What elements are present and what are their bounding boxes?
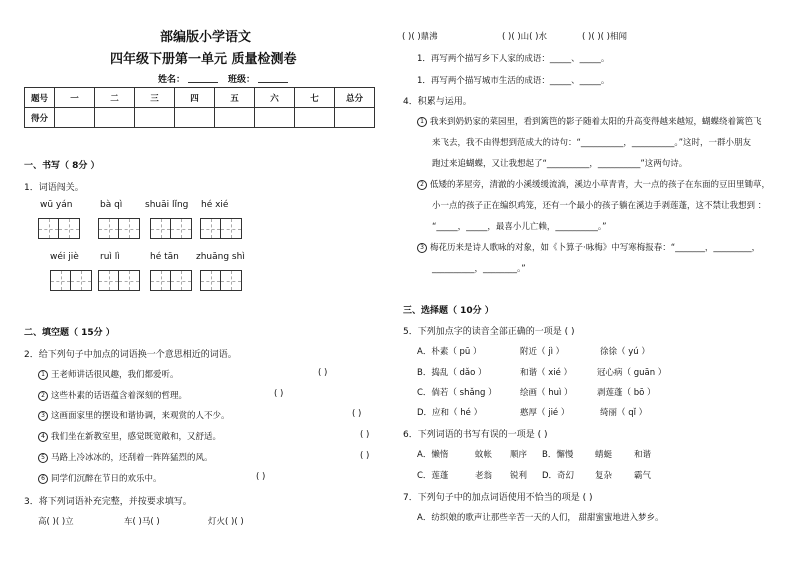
q2-item-text: 这些朴素的话语蕴含着深刻的哲理。 <box>51 391 188 401</box>
pinyin-label: wū yán <box>40 200 73 210</box>
r2-prompt: 1．再写两个描写城市生活的成语：_____、_____。 <box>417 76 610 86</box>
q6-option-word: 锐利 <box>510 471 528 481</box>
q5-option[interactable]: B．捣乱（ dǎo ） <box>417 368 487 378</box>
writing-grid[interactable] <box>150 270 192 291</box>
q2-item-text: 这画面家里的摆设和谐协调，来观赏的人不少。 <box>51 411 230 421</box>
score-cell[interactable] <box>95 108 135 128</box>
q2-item <box>38 430 221 442</box>
q2-prompt: 2．给下列句子中加点的词语换一个意思相近的词语。 <box>24 350 237 360</box>
q6-option-word: 蜻蜓 <box>595 450 613 460</box>
score-cell[interactable] <box>335 108 375 128</box>
section2-title: 二、填空题（ 15分 ） <box>24 328 115 338</box>
item-number: 3 <box>417 243 427 253</box>
writing-grid[interactable] <box>150 218 192 239</box>
q3-fill-item[interactable]: 灯火( )( ) <box>208 517 244 527</box>
answer-blank[interactable]: ( ) <box>360 430 370 440</box>
writing-grid[interactable] <box>98 270 140 291</box>
q5-option[interactable]: C．倘若（ shǎng ） <box>417 388 497 398</box>
q6-option[interactable]: D．奇幻 <box>542 471 575 481</box>
q4-1-line: 来飞去，我不由得想到范成大的诗句：“__________，__________。”这时，一群小朋友 <box>432 138 752 148</box>
q4-1-text: 我来到奶奶家的菜园里，看到篱笆的影子随着太阳的升高变得越来越短，蝴蝶绕着篱笆飞 <box>430 117 762 127</box>
name-underline[interactable] <box>188 82 218 83</box>
answer-blank[interactable]: ( ) <box>256 472 266 482</box>
q2-item <box>38 451 213 463</box>
class-label: 班级： <box>228 75 256 85</box>
q6-option-word: 复杂 <box>595 471 613 481</box>
q2-item-text: 马路上冷冰冰的，还刮着一阵阵猛烈的风。 <box>51 453 213 463</box>
q3-prompt: 3．将下列词语补充完整，并按要求填写。 <box>24 497 192 507</box>
writing-grid[interactable] <box>98 218 140 239</box>
item-number: 2 <box>417 180 427 190</box>
q5-option-word: 憨厚（ jié ） <box>520 408 570 418</box>
q2-item <box>38 389 187 401</box>
answer-blank[interactable]: ( ) <box>352 409 362 419</box>
q3-fill-item[interactable]: 高( )( )立 <box>38 517 74 527</box>
answer-blank[interactable]: ( ) <box>274 389 284 399</box>
q3-fill-item[interactable]: 车( )马( ) <box>124 517 160 527</box>
score-table-header-row <box>25 88 375 108</box>
writing-grid[interactable] <box>200 270 242 291</box>
q4-2-line: 小一点的孩子正在编织鸡笼，还有一个最小的孩子躺在溪边手剥莲蓬，这不禁让我想到 ： <box>432 201 767 211</box>
score-header-cell: 七 <box>295 88 335 108</box>
name-label: 姓名： <box>158 75 186 85</box>
q4-3-text: 梅花历来是诗人歌咏的对象，如《卜算子·咏梅》中写寒梅报春：“_______，_________， <box>430 243 761 253</box>
score-cell[interactable] <box>255 108 295 128</box>
score-header-cell: 二 <box>95 88 135 108</box>
q3-fill-item[interactable]: ( )( )山( )水 <box>502 32 548 42</box>
item-number: 1 <box>38 370 48 380</box>
q1-prompt: 1．词语闯关。 <box>24 183 84 193</box>
q5-option-word: 剥莲蓬（ bō ） <box>597 388 656 398</box>
score-table <box>24 87 375 128</box>
q4-3-line: __________，________。” <box>432 264 526 274</box>
answer-blank[interactable]: ( ) <box>318 368 328 378</box>
q2-item-text: 同学们沉醉在节日的欢乐中。 <box>51 474 162 484</box>
q6-option-word: 霸气 <box>634 471 652 481</box>
q6-option-word: 老翁 <box>475 471 493 481</box>
q4-2-text: 低矮的茅屋旁，清澈的小溪缓缓流淌，溪边小草青青，大一点的孩子在东面的豆田里锄草， <box>430 180 771 190</box>
q5-option[interactable]: D．应和（ hé ） <box>417 408 483 418</box>
score-cell[interactable] <box>215 108 255 128</box>
score-header-cell: 总分 <box>335 88 375 108</box>
item-number: 5 <box>38 453 48 463</box>
q6-prompt: 6．下列词语的书写有误的一项是 ( ) <box>403 430 548 440</box>
q6-option[interactable]: B．懈慢 <box>542 450 574 460</box>
score-header-cell: 三 <box>135 88 175 108</box>
writing-grid[interactable] <box>200 218 242 239</box>
q5-option-word: 附近（ jì ） <box>520 347 565 357</box>
q4-1-line <box>417 115 762 127</box>
q3-fill-item[interactable]: ( )( )( )相闻 <box>582 32 628 42</box>
q4-prompt: 4．积累与运用。 <box>403 97 472 107</box>
item-number: 6 <box>38 474 48 484</box>
pinyin-label: wéi jiè <box>50 252 79 262</box>
score-header-cell: 四 <box>175 88 215 108</box>
q6-option-word: 蚊帐 <box>475 450 493 460</box>
item-number: 3 <box>38 411 48 421</box>
score-header-cell: 五 <box>215 88 255 108</box>
pinyin-label: bà qì <box>100 200 123 210</box>
writing-grid[interactable] <box>50 270 92 291</box>
answer-blank[interactable]: ( ) <box>360 451 370 461</box>
q4-3-line <box>417 241 760 253</box>
score-header-cell: 题号 <box>25 88 55 108</box>
q5-option-word: 冠心病（ guān ） <box>597 368 667 378</box>
r1-prompt: 1．再写两个描写乡下人家的成语：_____、_____。 <box>417 54 610 64</box>
pinyin-label: ruì lì <box>100 252 120 262</box>
q7-prompt: 7．下列句子中的加点词语使用不恰当的项是 ( ) <box>403 493 593 503</box>
item-number: 2 <box>38 391 48 401</box>
score-cell[interactable] <box>55 108 95 128</box>
q5-option-word: 绮丽（ qǐ ） <box>600 408 648 418</box>
section3-title: 三、选择题（ 10分 ） <box>403 306 494 316</box>
q5-option-word: 和谐（ xié ） <box>520 368 573 378</box>
page-subtitle: 四年级下册第一单元 质量检测卷 <box>110 52 297 67</box>
writing-grid[interactable] <box>38 218 80 239</box>
pinyin-label: hé tān <box>150 252 179 262</box>
score-header-cell: 一 <box>55 88 95 108</box>
class-underline[interactable] <box>258 82 288 83</box>
q4-1-line: 跑过来追蝴蝶，又让我想起了“__________，__________”这两句诗。 <box>432 159 688 169</box>
q7-option[interactable]: A．纺织娘的歌声让那些辛苦一天的人们， 甜甜蜜蜜地进入梦乡。 <box>417 513 664 523</box>
q2-item <box>38 409 230 421</box>
pinyin-label: shuāi lǐng <box>145 200 189 210</box>
section1-title: 一、书写（ 8分 ） <box>24 161 100 171</box>
q2-item-text: 王老师讲话很风趣，我们都爱听。 <box>51 370 179 380</box>
score-cell[interactable] <box>175 108 215 128</box>
q4-2-line: “_____，_____，最喜小儿亡赖，__________。” <box>432 222 607 232</box>
q5-prompt: 5．下列加点字的读音全部正确的一项是 ( ) <box>403 327 575 337</box>
score-table-score-row <box>25 108 375 128</box>
q3-fill-item[interactable]: ( )( )鼎沸 <box>402 32 438 42</box>
q6-option-word: 顺序 <box>510 450 528 460</box>
score-row-label: 得分 <box>25 108 55 128</box>
q4-2-line <box>417 178 770 190</box>
q5-option-word: 徐徐（ yú ） <box>600 347 650 357</box>
q5-option[interactable]: A．朴素（ pū ） <box>417 347 482 357</box>
q2-item-text: 我们坐在新教室里，感觉既宽敞和，又舒适。 <box>51 432 222 442</box>
q5-option-word: 绘画（ huì ） <box>520 388 573 398</box>
page-title: 部编版小学语文 <box>160 30 252 45</box>
q6-option[interactable]: C．莲蓬 <box>417 471 449 481</box>
pinyin-label: zhuāng shì <box>196 252 245 262</box>
item-number: 1 <box>417 117 427 127</box>
score-cell[interactable] <box>135 108 175 128</box>
q6-option-word: 和谐 <box>634 450 652 460</box>
pinyin-label: hé xié <box>201 200 229 210</box>
score-header-cell: 六 <box>255 88 295 108</box>
q2-item <box>38 368 179 380</box>
score-cell[interactable] <box>295 108 335 128</box>
item-number: 4 <box>38 432 48 442</box>
q6-option[interactable]: A．懒惰 <box>417 450 449 460</box>
q2-item <box>38 472 162 484</box>
